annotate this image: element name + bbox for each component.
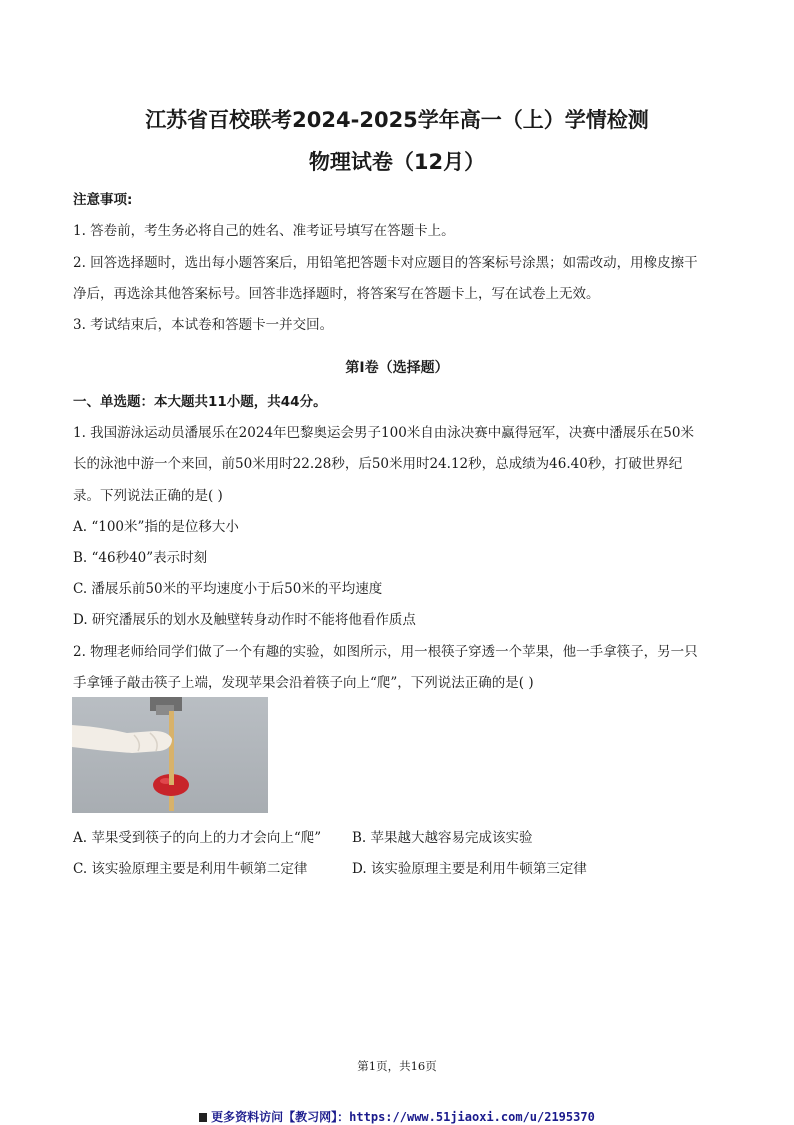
notes-heading: 注意事项:	[73, 192, 133, 208]
section-title: 第I卷（选择题）	[345, 360, 449, 376]
question-2-option-b: B. 苹果越大越容易完成该实验	[352, 830, 533, 846]
promo-link[interactable]: 更多资料访问【教习网】：https://www.51jiaoxi.com/u/2195370	[211, 1110, 595, 1124]
question-2-stem: 2. 物理老师给同学们做了一个有趣的实验，如图所示，用一根筷子穿透一个苹果，他一手拿筷子，另一只	[73, 644, 698, 660]
question-1-stem: 1. 我国游泳运动员潘展乐在2024年巴黎奥运会男子100米自由泳决赛中赢得冠军，决赛中潘展乐在50米	[73, 425, 694, 441]
question-2-option-d: D. 该实验原理主要是利用牛顿第三定律	[352, 861, 587, 877]
question-1-stem: 长的泳池中游一个来回，前50米用时22.28秒，后50米用时24.12秒，总成绩为46.40秒，打破世界纪	[73, 456, 683, 472]
question-1-option-b: B. “46秒40”表示时刻	[73, 550, 208, 566]
question-2-option-c: C. 该实验原理主要是利用牛顿第二定律	[73, 861, 308, 877]
exam-subtitle: 物理试卷（12月）	[308, 150, 486, 174]
question-1-option-c: C. 潘展乐前50米的平均速度小于后50米的平均速度	[73, 581, 383, 597]
question-2-stem: 手拿锤子敲击筷子上端，发现苹果会沿着筷子向上“爬”，下列说法正确的是( )	[73, 675, 534, 691]
note-line: 3. 考试结束后，本试卷和答题卡一并交回。	[73, 317, 334, 333]
apple-chopstick-illustration	[72, 697, 268, 813]
note-line: 1. 答卷前，考生务必将自己的姓名、准考证号填写在答题卡上。	[73, 223, 455, 239]
chopstick-lower	[169, 757, 174, 785]
question-1-stem: 录。下列说法正确的是( )	[73, 488, 223, 504]
part-heading: 一、单选题：本大题共11小题，共44分。	[73, 394, 327, 410]
note-line: 2. 回答选择题时，选出每小题答案后，用铅笔把答题卡对应题目的答案标号涂黑；如需改动，用橡皮擦干	[73, 255, 698, 271]
promo-banner[interactable]	[0, 1108, 794, 1125]
page-number: 第1页，共16页	[357, 1059, 437, 1073]
question-1-option-d: D. 研究潘展乐的划水及触壁转身动作时不能将他看作质点	[73, 612, 416, 628]
question-1-option-a: A. “100米”指的是位移大小	[73, 519, 239, 535]
apple-chopstick-photo	[72, 697, 268, 813]
question-2-option-a: A. 苹果受到筷子的向上的力才会向上“爬”	[73, 830, 322, 846]
note-line: 净后，再选涂其他答案标号。回答非选择题时，将答案写在答题卡上，写在试卷上无效。	[73, 286, 600, 302]
flag-icon	[199, 1113, 207, 1122]
exam-title: 江苏省百校联考2024-2025学年高一（上）学情检测	[145, 108, 649, 132]
